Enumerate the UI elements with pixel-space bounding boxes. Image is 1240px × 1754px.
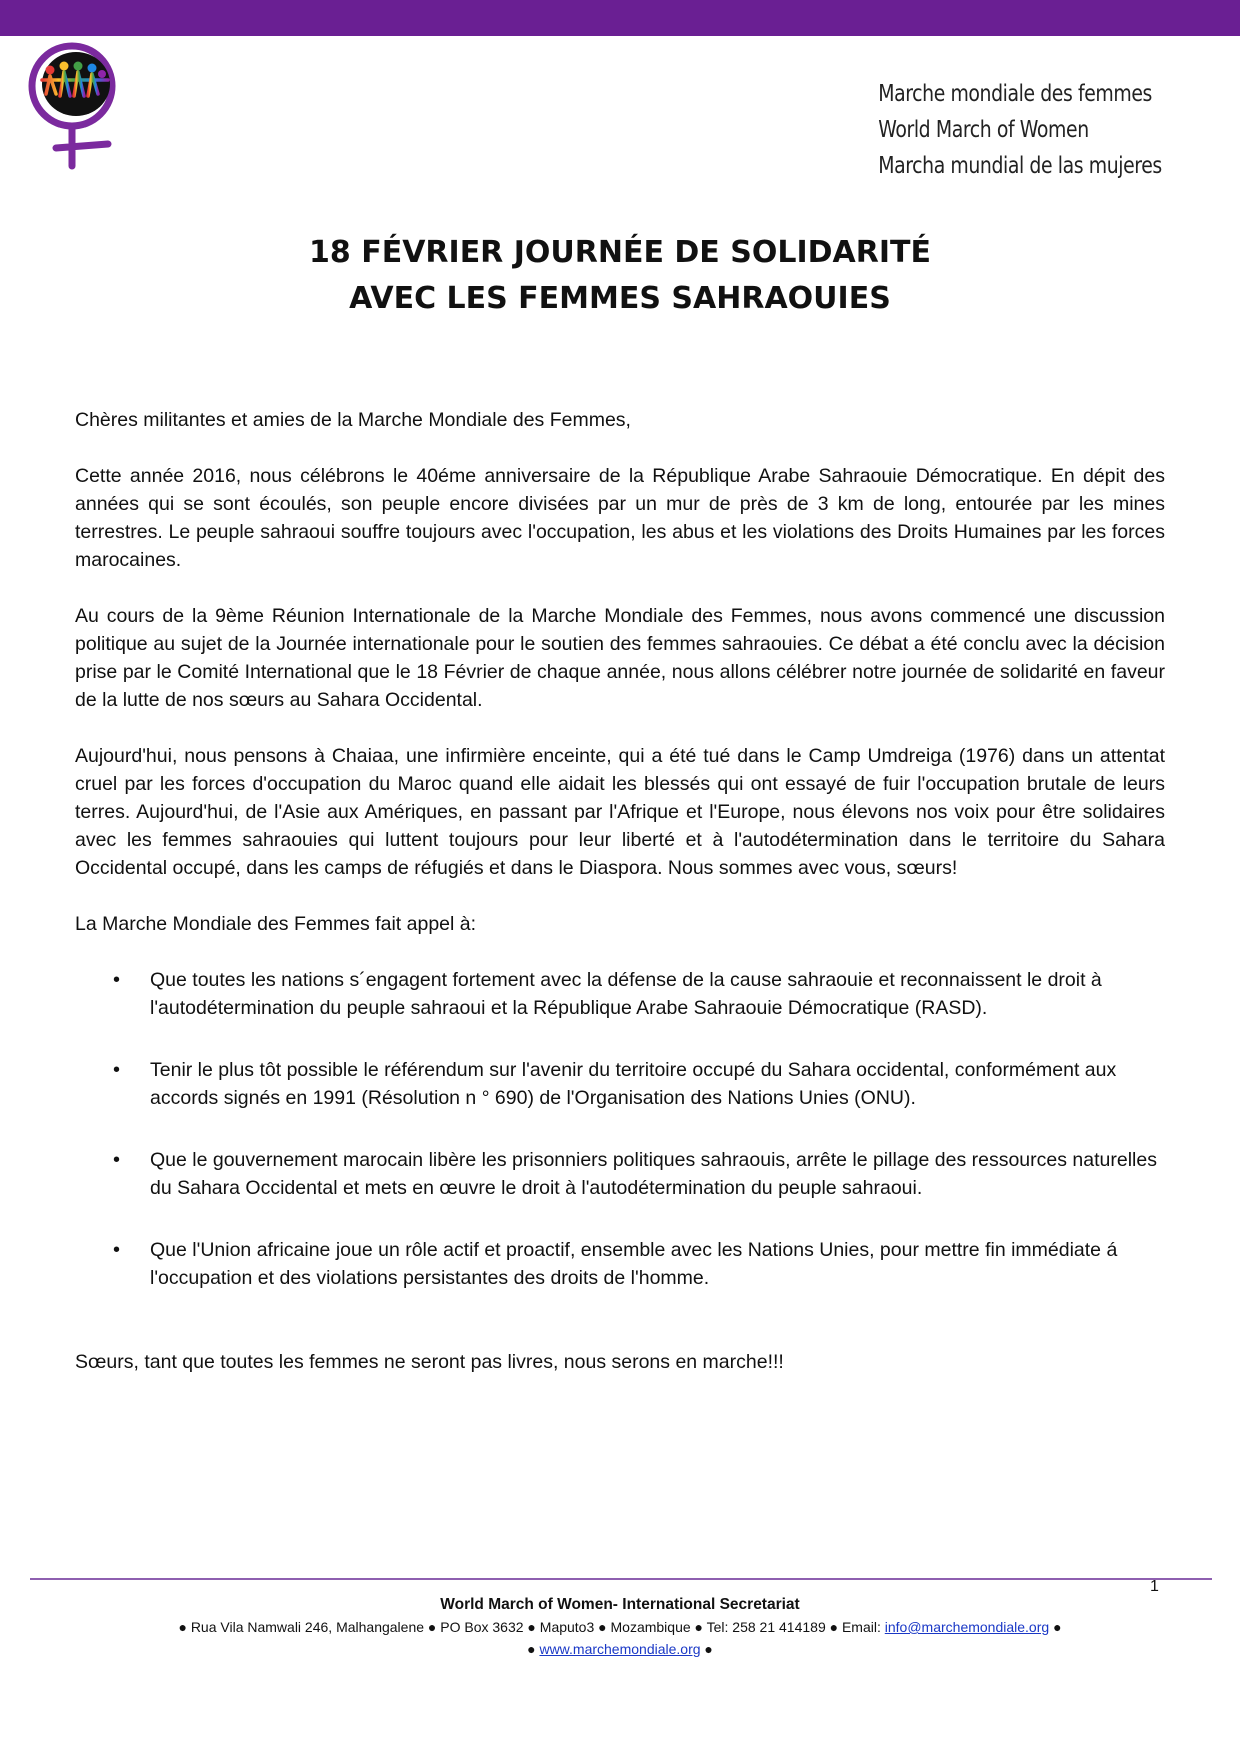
footer-divider — [30, 1578, 1212, 1580]
organization-names — [878, 76, 1162, 184]
footer-title: World March of Women- International Secretariat — [440, 1596, 800, 1613]
document-title — [0, 230, 1240, 322]
email-link[interactable]: info@marchemondiale.org — [884, 1619, 1050, 1635]
footer-address-text: ● Rua Vila Namwali 246, Malhangalene ● PO Box 3632 ● Maputo3 ● Mozambique ● Tel: 258 21 414189 ● Email: — [178, 1619, 881, 1635]
org-name-en: World March of Women — [878, 117, 1089, 143]
paragraph-meeting: Au cours de la 9ème Réunion Internationale de la Marche Mondiale des Femmes, nous avons commencé une discussion politique au sujet de la Journée internationale pour le soutien des femmes sahraouies. Ce débat a été conclu avec la décision prise par le Comité International que le 18 Février de chaque année, nous allons célébrer notre journée de solidarité en faveur de la lutte de nos sœurs au Sahara Occidental. — [75, 605, 1165, 711]
title-line-2: AVEC LES FEMMES SAHRAOUIES — [349, 281, 891, 316]
greeting: Chères militantes et amies de la Marche Mondiale des Femmes, — [75, 409, 631, 431]
list-item — [75, 1146, 1165, 1202]
list-item — [75, 966, 1165, 1022]
demand-text: Que l'Union africaine joue un rôle actif et proactif, ensemble avec les Nations Unies, pour mettre fin immédiate á l'occupation et des violations persistantes des droits de l'homme. — [150, 1239, 1118, 1289]
footer-bullet: ● — [527, 1641, 536, 1657]
website-link[interactable]: www.marchemondiale.org — [539, 1641, 701, 1657]
org-name-fr: Marche mondiale des femmes — [878, 81, 1153, 107]
list-item — [75, 1056, 1165, 1112]
page-number: 1 — [1150, 1578, 1159, 1595]
demand-text: Que le gouvernement marocain libère les prisonniers politiques sahraouis, arrête le pillage des ressources naturelles du Sahara Occidental et mets en œuvre le droit à l'autodétermination du peuple sahraoui. — [150, 1149, 1157, 1199]
bullet-icon: • — [113, 1059, 121, 1081]
demands-list — [75, 966, 1165, 1292]
demand-text: Tenir le plus tôt possible le référendum sur l'avenir du territoire occupé du Sahara occidental, conformément aux accords signés en 1991 (Résolution n ° 690) de l'Organisation des Nations Unies (ONU). — [150, 1059, 1117, 1109]
footer-bullet: ● — [704, 1641, 713, 1657]
footer-bullet: ● — [1053, 1619, 1062, 1635]
demand-text: Que toutes les nations s´engagent fortement avec la défense de la cause sahraouie et reconnaissent le droit à l'autodétermination du peuple sahraoui et la République Arabe Sahraouie Démocratique (RASD). — [150, 969, 1102, 1019]
list-item — [75, 1236, 1165, 1292]
paragraph-chaiaa: Aujourd'hui, nous pensons à Chaiaa, une infirmière enceinte, qui a été tué dans le Camp Umdreiga (1976) dans un attentat cruel par les forces d'occupation du Maroc quand elle aidait les blessés qui ont essayé de fuir l'occupation brutale de leurs terres. Aujourd'hui, de l'Asie aux Amériques, en passant par l'Afrique et l'Europe, nous élevons nos voix pour être solidaires avec les femmes sahraouies qui luttent toujours pour leur liberté et à l'autodétermination dans le territoire du Sahara Occidental occupé, dans les camps de réfugiés et dans le Diaspora. Nous sommes avec vous, sœurs! — [75, 745, 1165, 879]
world-march-logo — [16, 42, 128, 170]
org-name-es: Marcha mundial de las mujeres — [878, 153, 1162, 179]
footer-address — [0, 1616, 1240, 1660]
title-line-1: 18 FÉVRIER JOURNÉE DE SOLIDARITÉ — [309, 235, 931, 270]
appeal-intro: La Marche Mondiale des Femmes fait appel à: — [75, 913, 477, 935]
bullet-icon: • — [113, 1149, 121, 1171]
paragraph-anniversary: Cette année 2016, nous célébrons le 40éme anniversaire de la République Arabe Sahraouie Démocratique. En dépit des années qui se sont écoulés, son peuple encore divisées par un mur de près de 3 km de long, entourée par les mines terrestres. Le peuple sahraoui souffre toujours avec l'occupation, les abus et les violations des Droits Humaines par les forces marocaines. — [75, 465, 1165, 571]
bullet-icon: • — [113, 1239, 121, 1261]
document-body — [75, 406, 1165, 1404]
closing-line: Sœurs, tant que toutes les femmes ne seront pas livres, nous serons en marche!!! — [75, 1351, 784, 1373]
bullet-icon: • — [113, 969, 121, 991]
top-color-bar — [0, 0, 1240, 36]
